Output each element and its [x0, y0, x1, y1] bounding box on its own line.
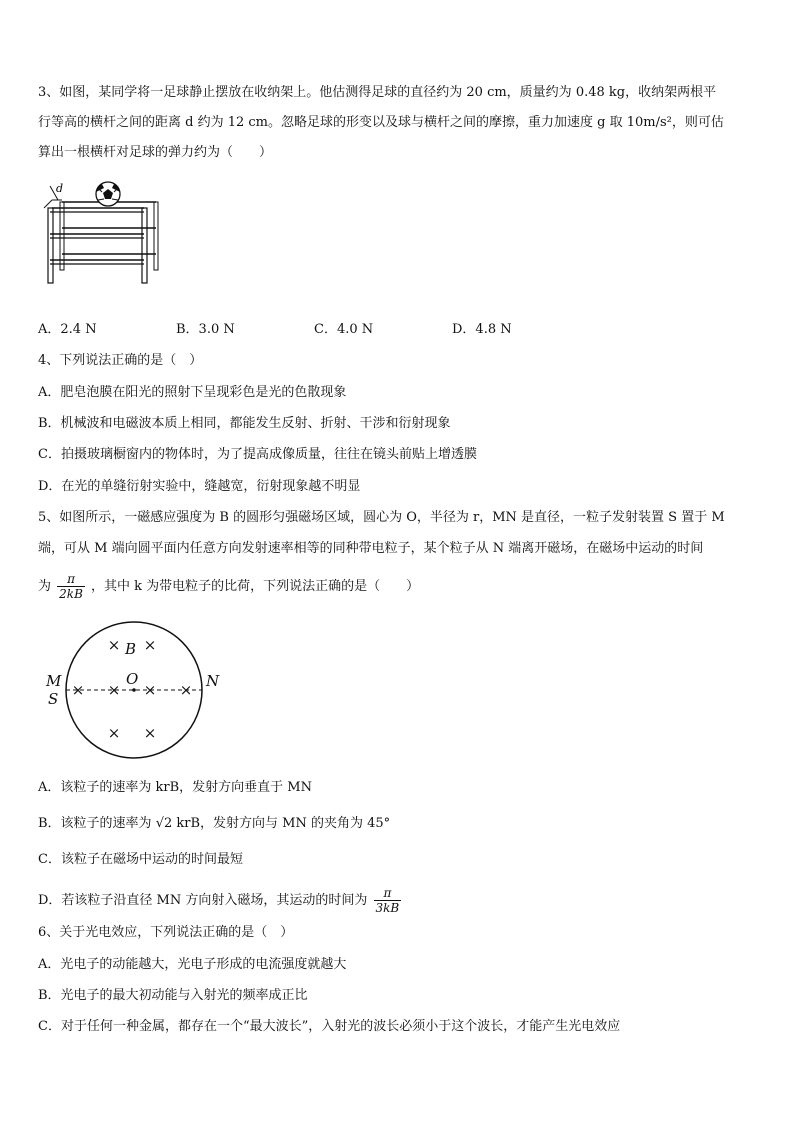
q3-option-c[interactable]: C．4.0 N — [314, 322, 374, 337]
q5-field-x: × — [143, 636, 157, 654]
q3-stem-line3: 算出一根横杆对足球的弹力约为（ ） — [38, 145, 273, 160]
q4-option-b[interactable]: B．机械波和电磁波本质上相同，都能发生反射、折射、干涉和衍射现象 — [38, 416, 451, 431]
q5-field-x: × — [143, 724, 157, 742]
q5-option-c[interactable]: C．该粒子在磁场中运动的时间最短 — [38, 852, 243, 867]
q4-option-c[interactable]: C．拍摄玻璃橱窗内的物体时，为了提高成像质量，往往在镜头前贴上增透膜 — [38, 447, 477, 462]
q5-option-d-denominator: 3kB — [375, 901, 400, 915]
q5-stem-line2: 端，可从 M 端向圆平面内任意方向发射速率相等的同种带电粒子，某个粒子从 N 端离开磁场，在磁场中运动的时间 — [38, 541, 704, 556]
q5-option-d-pre: D．若该粒子沿直径 MN 方向射入磁场，其运动的时间为 — [38, 893, 368, 908]
q5-label-m: M — [46, 672, 62, 690]
q3-option-a[interactable]: A．2.4 N — [38, 322, 97, 337]
q5-option-d-numerator: π — [374, 886, 402, 901]
q5-field-x: × — [107, 724, 121, 742]
q5-line3-pre: 为 — [38, 579, 52, 594]
q5-field-x: × — [179, 681, 193, 699]
q5-field-x: × — [107, 681, 121, 699]
q5-field-x: × — [107, 636, 121, 654]
q3-stem-line1: 3、如图，某同学将一足球静止摆放在收纳架上。他估测得足球的直径约为 20 cm，质量约为 0.48 kg，收纳架两根平 — [38, 85, 717, 100]
q5-field-x: × — [143, 681, 157, 699]
q5-magnetic-field-figure — [40, 620, 230, 770]
q6-option-a[interactable]: A．光电子的动能越大，光电子形成的电流强度就越大 — [38, 957, 347, 972]
q5-fraction-denominator: 2kB — [59, 587, 83, 601]
q5-option-b-sqrt: √2 — [155, 816, 173, 831]
q5-time-fraction — [57, 572, 85, 601]
q6-option-c[interactable]: C．对于任何一种金属，都存在一个“最大波长”，入射光的波长必须小于这个波长，才能产生光电效应 — [38, 1019, 621, 1034]
q6-option-b[interactable]: B．光电子的最大初动能与入射光的频率成正比 — [38, 988, 308, 1003]
q3-option-d[interactable]: D．4.8 N — [452, 322, 512, 337]
q4-option-a[interactable]: A．肥皂泡膜在阳光的照射下呈现彩色是光的色散现象 — [38, 385, 347, 400]
q3-option-b[interactable]: B．3.0 N — [176, 322, 235, 337]
q6-stem: 6、关于光电效应，下列说法正确的是（ ） — [38, 925, 294, 940]
q3-shelf-figure — [38, 180, 168, 290]
q5-option-d-fraction — [374, 886, 402, 915]
q5-label-b: B — [125, 640, 137, 658]
q5-fraction-numerator: π — [57, 572, 85, 587]
q5-option-b-post: krB，发射方向与 MN 的夹角为 45° — [176, 816, 391, 831]
q4-stem: 4、下列说法正确的是（ ） — [38, 353, 203, 368]
q3-football — [96, 182, 120, 206]
q5-label-s: S — [48, 690, 59, 708]
q5-field-x: × — [71, 681, 85, 699]
q3-stem-line2: 行等高的横杆之间的距离 d 约为 12 cm。忽略足球的形变以及球与横杆之间的摩擦，重力加速度 g 取 10m/s²，则可估 — [38, 115, 724, 130]
q3-d-label: d — [56, 182, 64, 195]
q5-stem-line3 — [38, 572, 419, 601]
q5-option-b[interactable] — [38, 815, 390, 833]
q5-option-a[interactable]: A．该粒子的速率为 krB，发射方向垂直于 MN — [38, 780, 312, 795]
q5-stem-line1: 5、如图所示，一磁感应强度为 B 的圆形匀强磁场区域，圆心为 O，半径为 r，MN 是直径，一粒子发射装置 S 置于 M — [38, 510, 725, 525]
q5-line3-post: ，其中 k 为带电粒子的比荷，下列说法正确的是（ ） — [91, 579, 420, 594]
q5-label-o: O — [126, 670, 139, 688]
q5-option-b-pre: B．该粒子的速率为 — [38, 816, 152, 831]
q4-option-d[interactable]: D．在光的单缝衍射实验中，缝越宽，衍射现象越不明显 — [38, 479, 361, 494]
q5-label-n: N — [206, 672, 220, 690]
q5-option-d[interactable] — [38, 886, 403, 915]
